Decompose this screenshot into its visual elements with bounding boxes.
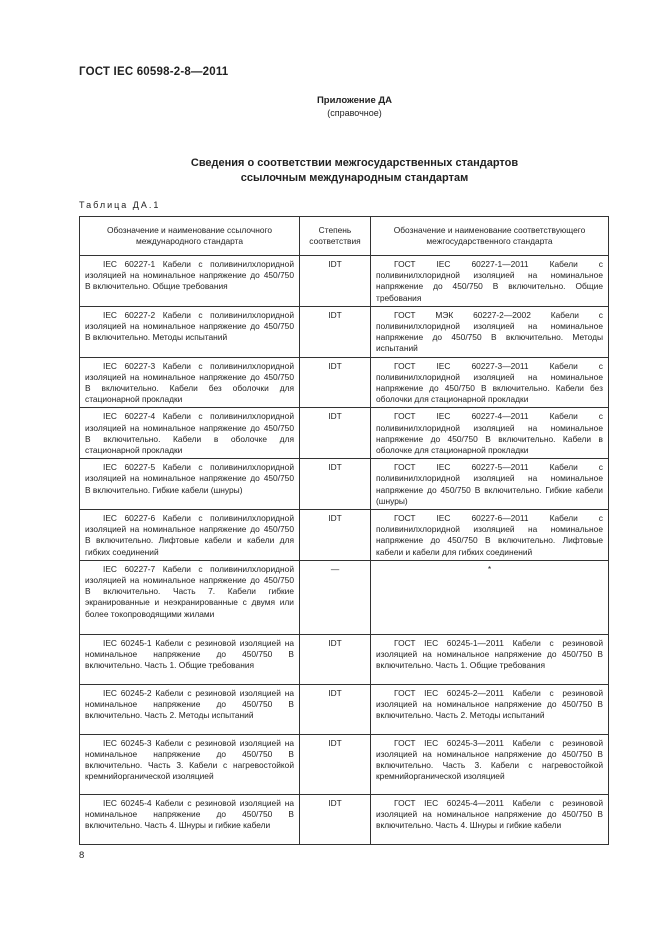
header-interstate-standard: Обозначение и наименование соответствующего межгосударственного стандарта	[371, 217, 609, 256]
cell-degree: IDT	[300, 408, 371, 459]
cell-degree: IDT	[300, 794, 371, 844]
cell-interstate: ГОСТ IEC 60227-4—2011 Кабели с поливинилхлоридной изоляцией на номинальное напряжение до 450/750 В включительно. Кабели в оболочке для стационарной прокладки	[371, 408, 609, 459]
cell-international: IEC 60227-7 Кабели с поливинилхлоридной изоляцией на номинальное напряжение до 450/750 В включительно. Часть 7. Кабели гибкие экранированные и неэкранированные с двумя или более токопроводящими жилами	[80, 560, 300, 634]
cell-interstate: ГОСТ МЭК 60227-2—2002 Кабели с поливинилхлоридной изоляцией на номинальное напряжение до 450/750 В включительно. Методы испытаний	[371, 306, 609, 357]
cell-degree: IDT	[300, 256, 371, 307]
table-row	[80, 306, 609, 357]
cell-degree: IDT	[300, 510, 371, 561]
table-label: Таблица ДА.1	[79, 200, 161, 210]
cell-international: IEC 60227-2 Кабели с поливинилхлоридной изоляцией на номинальное напряжение до 450/750 В включительно. Методы испытаний	[80, 306, 300, 357]
cell-international: IEC 60227-4 Кабели с поливинилхлоридной изоляцией на номинальное напряжение до 450/750 В включительно. Кабели в оболочке для стационарной прокладки	[80, 408, 300, 459]
cell-interstate: ГОСТ IEC 60227-1—2011 Кабели с поливинилхлоридной изоляцией на номинальное напряжение до 450/750 В включительно. Общие требования	[371, 256, 609, 307]
cell-interstate: ГОСТ IEC 60245-2—2011 Кабели с резиновой изоляцией на номинальное напряжение до 450/750 В включительно. Часть 2. Методы испытаний	[371, 684, 609, 734]
cell-interstate: ГОСТ IEC 60245-3—2011 Кабели с резиновой изоляцией на номинальное напряжение до 450/750 В включительно. Часть 3. Кабели с нагревостойкой кремнийорганической изоляцией	[371, 734, 609, 794]
cell-degree: —	[300, 560, 371, 634]
table-row	[80, 560, 609, 634]
cell-international: IEC 60245-2 Кабели с резиновой изоляцией на номинальное напряжение до 450/750 В включительно. Часть 2. Методы испытаний	[80, 684, 300, 734]
header-degree: Степень соответствия	[300, 217, 371, 256]
header-international-standard: Обозначение и наименование ссылочного международного стандарта	[80, 217, 300, 256]
page-number: 8	[79, 850, 85, 861]
cell-degree: IDT	[300, 357, 371, 408]
cell-interstate: ГОСТ IEC 60227-6—2011 Кабели с поливинилхлоридной изоляцией на номинальное напряжение до 450/750 В включительно. Лифтовые кабели и кабели для гибких соединений	[371, 510, 609, 561]
cell-international: IEC 60227-6 Кабели с поливинилхлоридной изоляцией на номинальное напряжение до 450/750 В включительно. Лифтовые кабели и кабели для гибких соединений	[80, 510, 300, 561]
cell-interstate: *	[371, 560, 609, 634]
cell-international: IEC 60227-5 Кабели с поливинилхлоридной изоляцией на номинальное напряжение до 450/750 В включительно. Гибкие кабели (шнуры)	[80, 459, 300, 510]
annex-title: Приложение ДА	[316, 95, 393, 106]
table-row	[80, 256, 609, 307]
table-row	[80, 408, 609, 459]
cell-international: IEC 60245-3 Кабели с резиновой изоляцией на номинальное напряжение до 450/750 В включительно. Часть 3. Кабели с нагревостойкой кремнийорганической изоляцией	[80, 734, 300, 794]
table-row	[80, 357, 609, 408]
annex-subtitle: (справочное)	[327, 108, 382, 118]
cell-interstate: ГОСТ IEC 60245-1—2011 Кабели с резиновой изоляцией на номинальное напряжение до 450/750 В включительно. Часть 1. Общие требования	[371, 634, 609, 684]
section-title-line2: ссылочным международным стандартам	[240, 172, 469, 184]
cell-interstate: ГОСТ IEC 60245-4—2011 Кабели с резиновой изоляцией на номинальное напряжение до 450/750 В включительно. Часть 4. Шнуры и гибкие кабели	[371, 794, 609, 844]
cell-international: IEC 60227-1 Кабели с поливинилхлоридной изоляцией на номинальное напряжение до 450/750 В включительно. Общие требования	[80, 256, 300, 307]
cell-degree: IDT	[300, 306, 371, 357]
cell-degree: IDT	[300, 684, 371, 734]
correspondence-table	[79, 216, 609, 845]
cell-degree: IDT	[300, 734, 371, 794]
cell-degree: IDT	[300, 634, 371, 684]
document-header: ГОСТ IEC 60598-2-8—2011	[79, 66, 229, 78]
cell-interstate: ГОСТ IEC 60227-3—2011 Кабели с поливинилхлоридной изоляцией на номинальное напряжение до 450/750 В включительно. Кабели без оболочки для стационарной прокладки	[371, 357, 609, 408]
table-header-row	[80, 217, 609, 256]
cell-degree: IDT	[300, 459, 371, 510]
cell-international: IEC 60245-4 Кабели с резиновой изоляцией на номинальное напряжение до 450/750 В включительно. Часть 4. Шнуры и гибкие кабели	[80, 794, 300, 844]
cell-international: IEC 60227-3 Кабели с поливинилхлоридной изоляцией на номинальное напряжение до 450/750 В включительно. Кабели без оболочки для стационарной прокладки	[80, 357, 300, 408]
table-row	[80, 510, 609, 561]
table-row	[80, 459, 609, 510]
table-row	[80, 684, 609, 734]
cell-interstate: ГОСТ IEC 60227-5—2011 Кабели с поливинилхлоридной изоляцией на номинальное напряжение до 450/750 В включительно. Гибкие кабели (шнуры)	[371, 459, 609, 510]
cell-international: IEC 60245-1 Кабели с резиновой изоляцией на номинальное напряжение до 450/750 В включительно. Часть 1. Общие требования	[80, 634, 300, 684]
table-row	[80, 634, 609, 684]
table-row	[80, 794, 609, 844]
section-title-line1: Сведения о соответствии межгосударственных стандартов	[190, 157, 519, 169]
table-row	[80, 734, 609, 794]
